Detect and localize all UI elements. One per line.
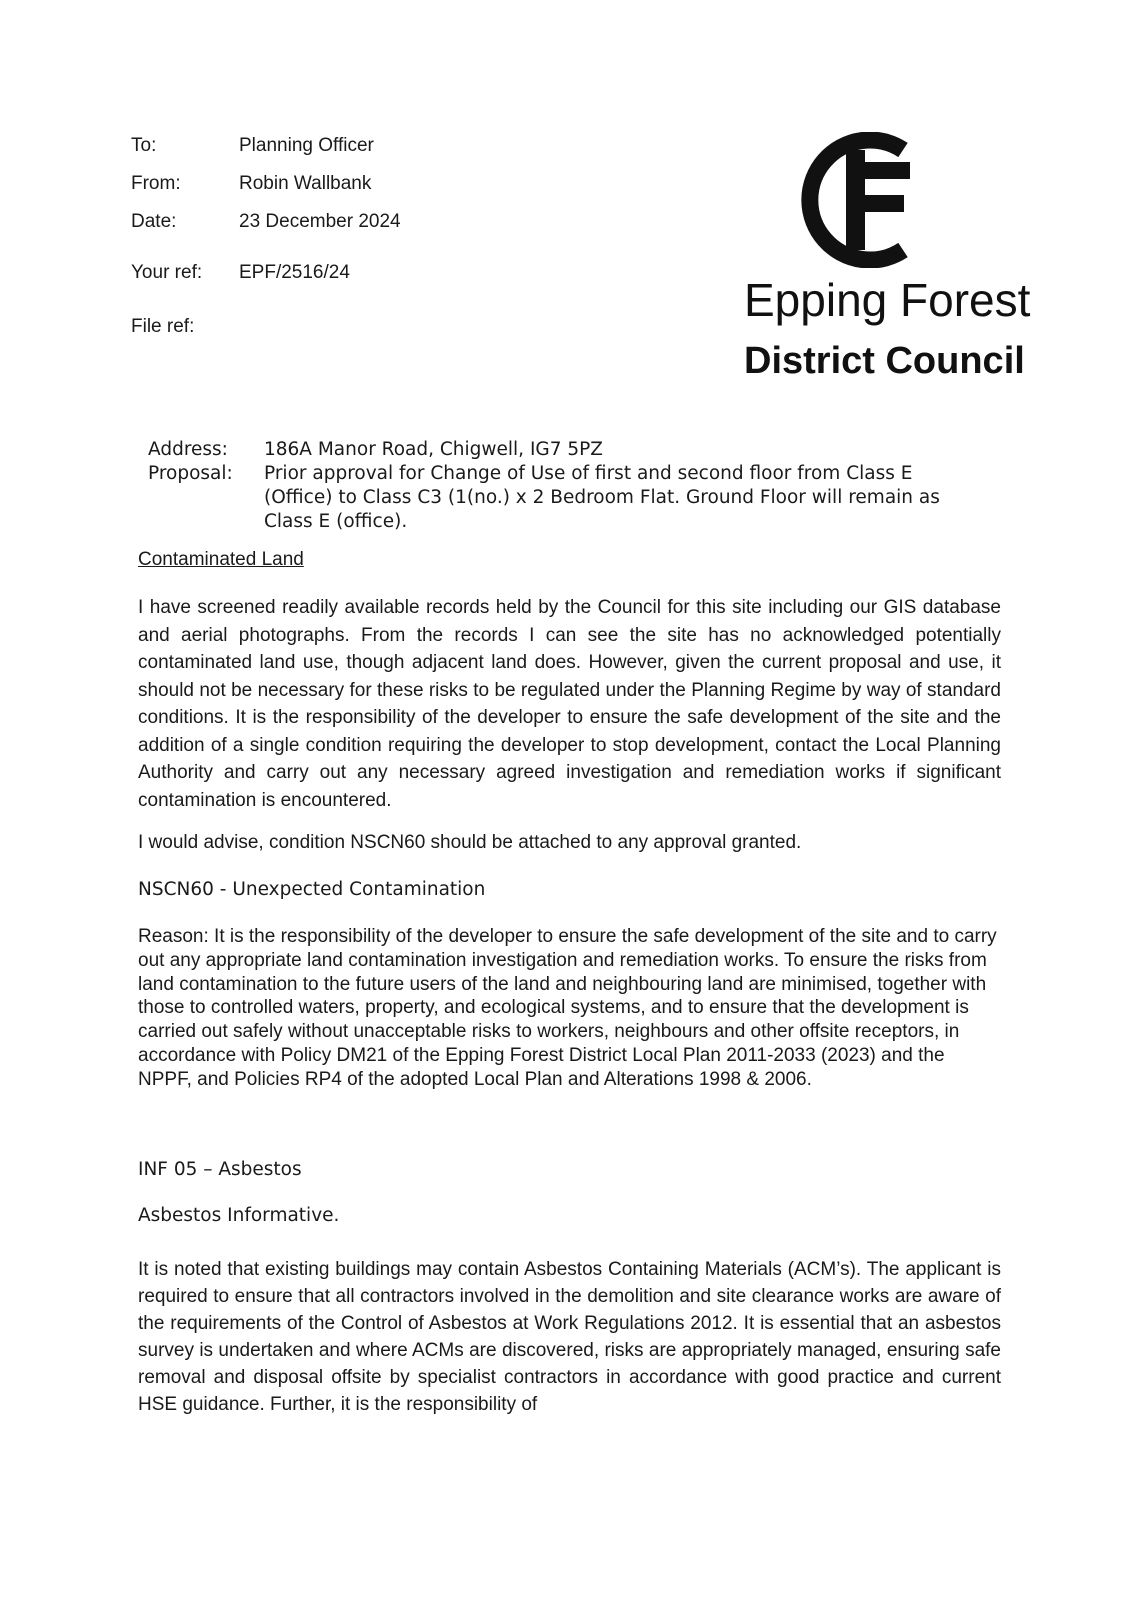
inf05-heading: INF 05 – Asbestos (138, 1159, 302, 1180)
address-label: Address: (148, 439, 228, 460)
inf05-paragraph: It is noted that existing buildings may contain Asbestos Containing Materials (ACM’s). The applicant is required to ensure that all contractors involved in the demolition and site clearance works are aware of the requirements of the Control of Asbestos at Work Regulations 2012. It is essential that an asbestos survey is undertaken and where ACMs are discovered, risks are appropriately managed, ensuring safe removal and disposal offsite by specialist contractors in accordance with good practice and current HSE guidance. Further, it is the responsibility of (138, 1259, 1001, 1415)
address-block (148, 438, 948, 534)
logo-name: Epping Forest (744, 274, 1031, 326)
proposal-label: Proposal: (148, 463, 233, 484)
contaminated-land-heading: Contaminated Land (138, 549, 304, 570)
contaminated-land-paragraph: I have screened readily available records held by the Council for this site including our GIS database and aerial photographs. From the records I can see the site has no acknowledged potentially contaminated land use, though adjacent land does. However, given the current proposal and use, it should not be necessary for these risks to be regulated under the Planning Regime by way of standard conditions. It is the responsibility of the developer to ensure the safe development of the site and the addition of a single condition requiring the developer to stop development, contact the Local Planning Authority and carry out any necessary agreed investigation and remediation works if significant contamination is encountered. (138, 597, 1001, 811)
council-logo-icon (800, 132, 920, 268)
date-value: 23 December 2024 (239, 211, 401, 232)
file-ref-label: File ref: (131, 316, 195, 337)
from-value: Robin Wallbank (239, 173, 372, 194)
from-label: From: (131, 173, 181, 194)
your-ref-value: EPF/2516/24 (239, 262, 350, 283)
advice-line: I would advise, condition NSCN60 should be attached to any approval granted. (138, 832, 802, 853)
date-label: Date: (131, 211, 177, 232)
proposal-value: Prior approval for Change of Use of first and second floor from Class E (Office) to Class C3 (1(no.) x 2 Bedroom Flat. Ground Floor will remain as Class E (office). (264, 463, 940, 532)
nscn60-reason: Reason: It is the responsibility of the developer to ensure the safe development of the site and to carry out any appropriate land contamination investigation and remediation works. To ensure the risks from land contamination to the future users of the land and neighbouring land are minimised, together with those to controlled waters, property, and ecological systems, and to ensure that the development is carried out safely without unacceptable risks to workers, neighbours and other offsite receptors, in accordance with Policy DM21 of the Epping Forest District Local Plan 2011-2033 (2023) and the NPPF, and Policies RP4 of the adopted Local Plan and Alterations 1998 & 2006. (138, 926, 997, 1090)
address-row (148, 438, 948, 462)
to-label: To: (131, 135, 157, 156)
to-value: Planning Officer (239, 135, 374, 156)
nscn60-heading: NSCN60 - Unexpected Contamination (138, 879, 486, 900)
address-value: 186A Manor Road, Chigwell, IG7 5PZ (264, 439, 603, 460)
proposal-row (148, 462, 948, 534)
your-ref-label: Your ref: (131, 262, 203, 283)
inf05-subheading: Asbestos Informative. (138, 1205, 340, 1226)
logo-subtitle: District Council (744, 340, 1025, 382)
